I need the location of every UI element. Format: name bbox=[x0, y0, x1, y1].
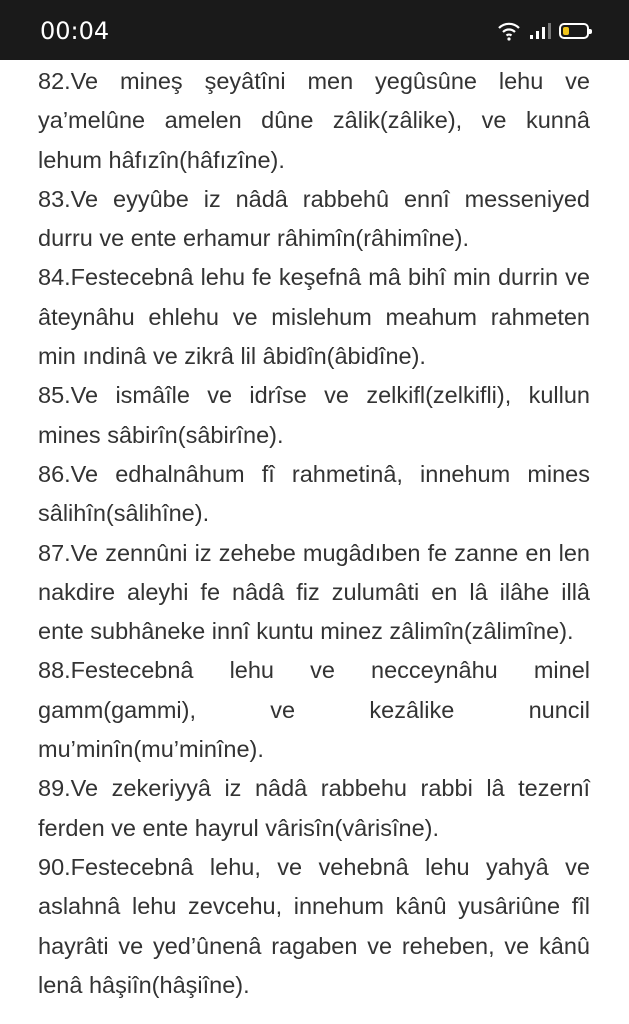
verse-list bbox=[38, 62, 590, 1005]
verse-88: 88.Festecebnâ lehu ve necceynâhu minel gamm(gammi), ve kezâlike nuncil mu’minîn(mu’minîne). bbox=[38, 657, 590, 763]
battery-level-fill bbox=[563, 27, 569, 35]
wifi-icon bbox=[497, 21, 521, 41]
verse-85: 85.Ve ismâîle ve idrîse ve zelkifl(zelkifli), kullun mines sâbirîn(sâbirîne). bbox=[38, 382, 590, 448]
verse-90: 90.Festecebnâ lehu, ve vehebnâ lehu yahyâ ve aslahnâ lehu zevcehu, innehum kânû yusâriûne fîl hayrâti ve yed’ûnenâ ragaben ve reheben, ve kânû lenâ hâşiîn(hâşiîne). bbox=[38, 853, 590, 998]
verse-82: 82.Ve mineş şeyâtîni men yegûsûne lehu ve ya’melûne amelen dûne zâlik(zâlike), ve kunnâ lehum hâfızîn(hâfızîne). bbox=[38, 68, 590, 173]
verse-84: 84.Festecebnâ lehu fe keşefnâ mâ bihî min durrin ve âteynâhu ehlehu ve mislehum meahum rahmeten min ındinâ ve zikrâ lil âbidîn(âbidîne). bbox=[38, 264, 590, 370]
verse-83: 83.Ve eyyûbe iz nâdâ rabbehû ennî messeniyed durru ve ente erhamur râhimîn(râhimîne). bbox=[38, 185, 590, 252]
signal-icon bbox=[529, 22, 551, 40]
status-icons bbox=[497, 18, 589, 44]
reading-content[interactable] bbox=[0, 48, 629, 1024]
verse-89: 89.Ve zekeriyyâ iz nâdâ rabbehu rabbi lâ tezernî ferden ve ente hayrul vârisîn(vârisîne). bbox=[38, 775, 590, 841]
verse-87: 87.Ve zennûni iz zehebe mugâdıben fe zanne en len nakdire aleyhi fe nâdâ fiz zulumâti en lâ ilâhe illâ ente subhâneke innî kuntu minez zâlimîn(zâlimîne). bbox=[38, 539, 590, 645]
verse-86: 86.Ve edhalnâhum fî rahmetinâ, innehum mines sâlihîn(sâlihîne). bbox=[38, 460, 590, 527]
status-time: 00:04 bbox=[40, 17, 110, 45]
battery-icon bbox=[559, 23, 589, 39]
